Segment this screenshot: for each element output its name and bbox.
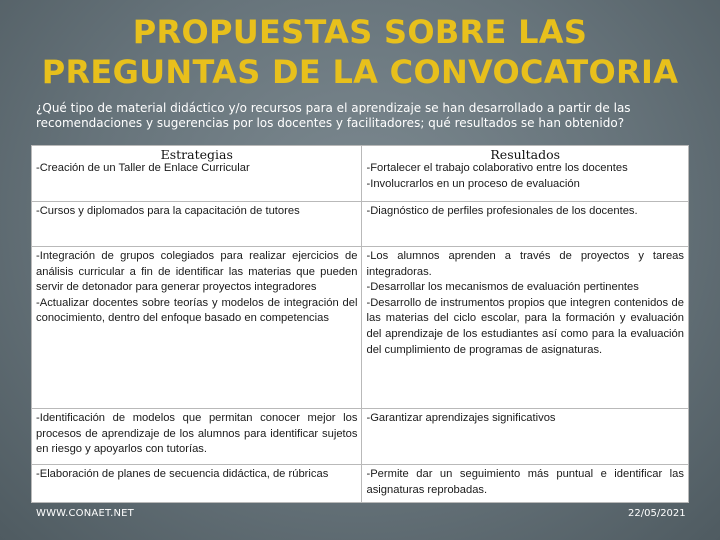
footer-website: WWW.CONAET.NET [36, 508, 134, 519]
table-cell [362, 202, 689, 247]
table-row [32, 247, 689, 409]
cell-line: -Fortalecer el trabajo colaborativo entre los docentes [366, 162, 628, 174]
cell-line: -Permite dar un seguimiento más puntual e identificar las asignaturas reprobadas. [366, 468, 684, 496]
table-cell [362, 247, 689, 409]
cell-line: -Identificación de modelos que permitan conocer mejor los procesos de aprendizaje de los alumnos para identificar sujetos en riesgo y apoyarlos con tutorías. [36, 412, 358, 456]
slide-title [0, 12, 720, 92]
cell-line: -Cursos y diplomados para la capacitación de tutores [36, 205, 300, 217]
table-cell [362, 409, 689, 465]
column-header-strategies: Estrategias [160, 147, 233, 162]
cell-line: -Desarrollo de instrumentos propios que integren contenidos de las materias del ciclo escolar, para la formación y evaluación del aprendizaje de los estudiantes así como para la evaluación del cumplimiento de programas de asignaturas. [366, 296, 684, 356]
cell-line: -Creación de un Taller de Enlace Curricular [36, 162, 250, 174]
table-cell [32, 202, 362, 247]
cell-line: -Integración de grupos colegiados para realizar ejercicios de análisis curricular a fin de identificar las materias que pueden servir de detonador para generar proyectos integradores [36, 250, 358, 294]
column-header-results: Resultados [490, 147, 561, 162]
cell-line: -Actualizar docentes sobre teorías y modelos de integración del conocimiento, dentro del enfoque basado en competencias [36, 296, 358, 325]
slide-title-line-2: PREGUNTAS DE LA CONVOCATORIA [41, 53, 679, 91]
cell-line: -Garantizar aprendizajes significativos [366, 412, 556, 424]
table-row [32, 146, 689, 202]
cell-line: -Involucrarlos en un proceso de evaluación [366, 177, 580, 190]
slide-title-line-1: PROPUESTAS SOBRE LAS [132, 13, 588, 51]
table-cell [32, 465, 362, 503]
cell-line: -Desarrollar los mecanismos de evaluación pertinentes [366, 281, 639, 294]
cell-line: -Diagnóstico de perfiles profesionales de los docentes. [366, 205, 638, 217]
table-row [32, 202, 689, 247]
table-row [32, 409, 689, 465]
question-text: ¿Qué tipo de material didáctico y/o recursos para el aprendizaje se han desarrollado a partir de las recomendaciones y sugerencias por los docentes y facilitadores; qué resultados se han obtenido? [36, 101, 631, 130]
table-cell [32, 409, 362, 465]
footer-date: 22/05/2021 [628, 508, 686, 519]
table-cell [32, 247, 362, 409]
cell-line: -Elaboración de planes de secuencia didáctica, de rúbricas [36, 468, 329, 480]
strategies-results-table [31, 145, 689, 503]
table-cell [32, 146, 362, 202]
table-row [32, 465, 689, 503]
table-cell [362, 465, 689, 503]
table-cell [362, 146, 689, 202]
cell-line: -Los alumnos aprenden a través de proyectos y tareas integradoras. [366, 250, 684, 278]
